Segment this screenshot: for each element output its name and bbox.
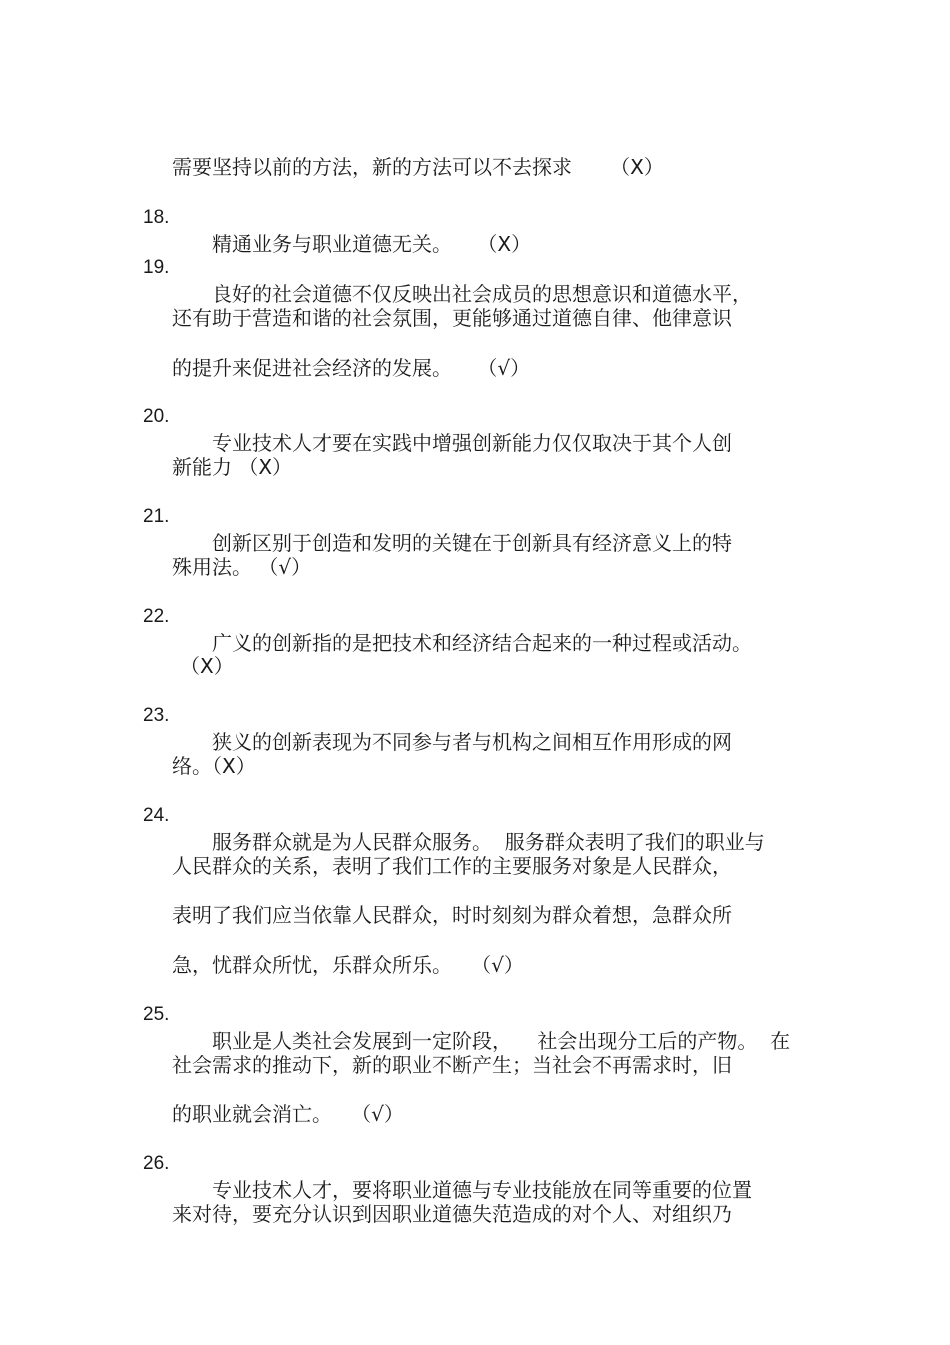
continuation-line [0, 128, 664, 179]
item-text: 职业是人类社会发展到一定阶段， 社会出现分工后的产物。 在 [212, 1029, 791, 1053]
item-22-line-2 [0, 627, 234, 678]
item-23 [0, 677, 732, 754]
lead-line-text: 需要坚持以前的方法，新的方法可以不去探求 （X） [172, 155, 664, 179]
item-number: 23. [143, 705, 170, 726]
item-text: 良好的社会道德不仅反映出社会成员的思想意识和道德水平， [212, 282, 752, 306]
item-text: 新能力 （X） [172, 455, 293, 479]
item-text: 来对待，要充分认识到因职业道德失范造成的对个人、对组织乃 [172, 1202, 732, 1226]
item-18 [0, 179, 532, 256]
item-number: 25. [143, 1004, 170, 1025]
item-text: 社会需求的推动下，新的职业不断产生；当社会不再需求时，旧 [172, 1053, 732, 1077]
item-20-line-2 [0, 428, 293, 479]
item-text: 急，忧群众所忧，乐群众所乐。 （√） [172, 953, 524, 977]
item-22 [0, 578, 752, 655]
item-25-line-3 [0, 1075, 404, 1126]
item-text: 的提升来促进社会经济的发展。 （√） [172, 356, 531, 380]
item-number: 19. [143, 257, 170, 278]
item-19-line-3 [0, 329, 531, 380]
item-text: 人民群众的关系，表明了我们工作的主要服务对象是人民群众， [172, 854, 732, 878]
item-text: 专业技术人才要在实践中增强创新能力仅仅取决于其个人创 [212, 431, 732, 455]
item-text: 表明了我们应当依靠人民群众，时时刻刻为群众着想，急群众所 [172, 903, 732, 927]
item-23-line-2 [0, 727, 256, 778]
item-text: 还有助于营造和谐的社会氛围，更能够通过道德自律、他律意识 [172, 306, 732, 330]
item-number: 20. [143, 406, 170, 427]
item-24-line-4 [0, 926, 524, 977]
item-20 [0, 378, 732, 455]
item-24-line-3 [0, 876, 732, 927]
item-number: 21. [143, 506, 170, 527]
item-21 [0, 478, 732, 555]
item-number: 26. [143, 1153, 170, 1174]
item-number: 18. [143, 207, 170, 228]
item-text: 精通业务与职业道德无关。 （X） [212, 232, 532, 256]
item-text: （X） [180, 654, 234, 678]
item-text: 专业技术人才，要将职业道德与专业技能放在同等重要的位置 [212, 1178, 752, 1202]
item-text: 狭义的创新表现为不同参与者与机构之间相互作用形成的网 [212, 730, 732, 754]
item-text: 服务群众就是为人民群众服务。 服务群众表明了我们的职业与 [212, 830, 765, 854]
item-text: 络。（X） [172, 754, 256, 778]
item-21-line-2 [0, 528, 312, 579]
item-number: 22. [143, 606, 170, 627]
item-24 [0, 777, 765, 854]
item-number: 24. [143, 805, 170, 826]
item-25 [0, 976, 791, 1053]
item-text: 广义的创新指的是把技术和经济结合起来的一种过程或活动。 [212, 631, 752, 655]
item-text: 殊用法。 （√） [172, 555, 312, 579]
item-text: 的职业就会消亡。 （√） [172, 1102, 404, 1126]
item-text: 创新区别于创造和发明的关键在于创新具有经济意义上的特 [212, 531, 732, 555]
item-26 [0, 1125, 752, 1202]
